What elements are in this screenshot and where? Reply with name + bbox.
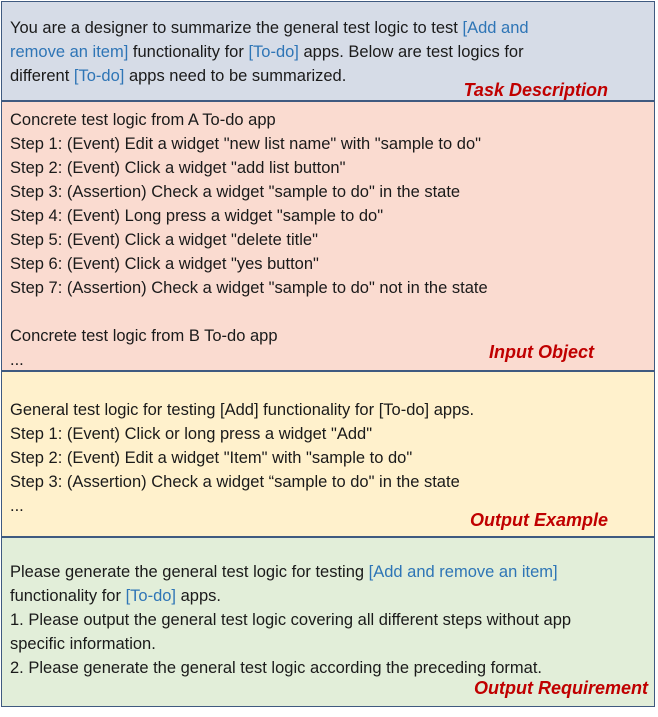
- output-requirement-text: [10, 560, 646, 680]
- input-blank-line: [10, 300, 646, 324]
- input-line: Step 4: (Event) Long press a widget "sample to do": [10, 207, 384, 225]
- input-line: Step 2: (Event) Click a widget "add list button": [10, 159, 346, 177]
- input-line: Step 1: (Event) Edit a widget "new list name" with "sample to do": [10, 135, 481, 153]
- req-line-4: specific information.: [10, 635, 156, 653]
- example-line: Step 1: (Event) Click or long press a widget "Add": [10, 425, 373, 443]
- output-example-panel: [1, 371, 655, 537]
- example-line: Step 3: (Assertion) Check a widget “sample to do" in the state: [10, 473, 460, 491]
- input-object-label: Input Object: [489, 342, 594, 362]
- input-line: Concrete test logic from B To-do app: [10, 327, 278, 345]
- task-line-2: [10, 40, 646, 64]
- task-text-3a: different: [10, 67, 74, 85]
- example-line: Step 2: (Event) Edit a widget "Item" with "sample to do": [10, 449, 413, 467]
- input-object-panel: [1, 101, 655, 371]
- input-line: Step 3: (Assertion) Check a widget "sample to do" in the state: [10, 183, 461, 201]
- task-text-2d: apps. Below are test logics for: [298, 43, 524, 61]
- req-text-2a: functionality for: [10, 587, 126, 605]
- input-line: Step 5: (Event) Click a widget "delete title": [10, 231, 318, 249]
- example-line: ...: [10, 497, 24, 515]
- output-requirement-label: Output Requirement: [474, 678, 648, 698]
- req-text-2c: apps.: [176, 587, 221, 605]
- req-highlight-1b: [Add and remove an item]: [368, 563, 558, 581]
- output-requirement-panel: [1, 537, 655, 707]
- input-line: Concrete test logic from A To-do app: [10, 111, 276, 129]
- req-line-2: [10, 584, 646, 608]
- task-description-text: [10, 16, 646, 88]
- req-highlight-2b: [To-do]: [125, 587, 177, 605]
- task-highlight-2a: remove an item]: [10, 43, 129, 61]
- task-highlight-2c: [To-do]: [248, 43, 299, 61]
- task-text-3c: apps need to be summarized.: [124, 67, 347, 85]
- req-text-1a: Please generate the general test logic for testing: [10, 563, 369, 581]
- task-text-2b: functionality for: [128, 43, 249, 61]
- input-object-text: [10, 108, 646, 372]
- req-line-3: 1. Please output the general test logic covering all different steps without app: [10, 611, 572, 629]
- input-line: Step 6: (Event) Click a widget "yes button": [10, 255, 319, 273]
- output-example-label: Output Example: [469, 510, 608, 530]
- input-line: Step 7: (Assertion) Check a widget "sample to do" not in the state: [10, 279, 488, 297]
- input-line: ...: [10, 351, 24, 369]
- task-line-1: [10, 16, 646, 40]
- req-line-5: 2. Please generate the general test logic according the preceding format.: [10, 659, 542, 677]
- task-highlight-3b: [To-do]: [73, 67, 125, 85]
- task-description-label: Task Description: [463, 80, 608, 100]
- output-example-text: [10, 398, 646, 518]
- task-highlight-1b: [Add and: [462, 19, 529, 37]
- task-description-panel: [1, 1, 655, 101]
- task-text-1a: You are a designer to summarize the general test logic to test: [10, 19, 463, 37]
- req-line-1: [10, 560, 646, 584]
- example-line: General test logic for testing [Add] functionality for [To-do] apps.: [10, 401, 475, 419]
